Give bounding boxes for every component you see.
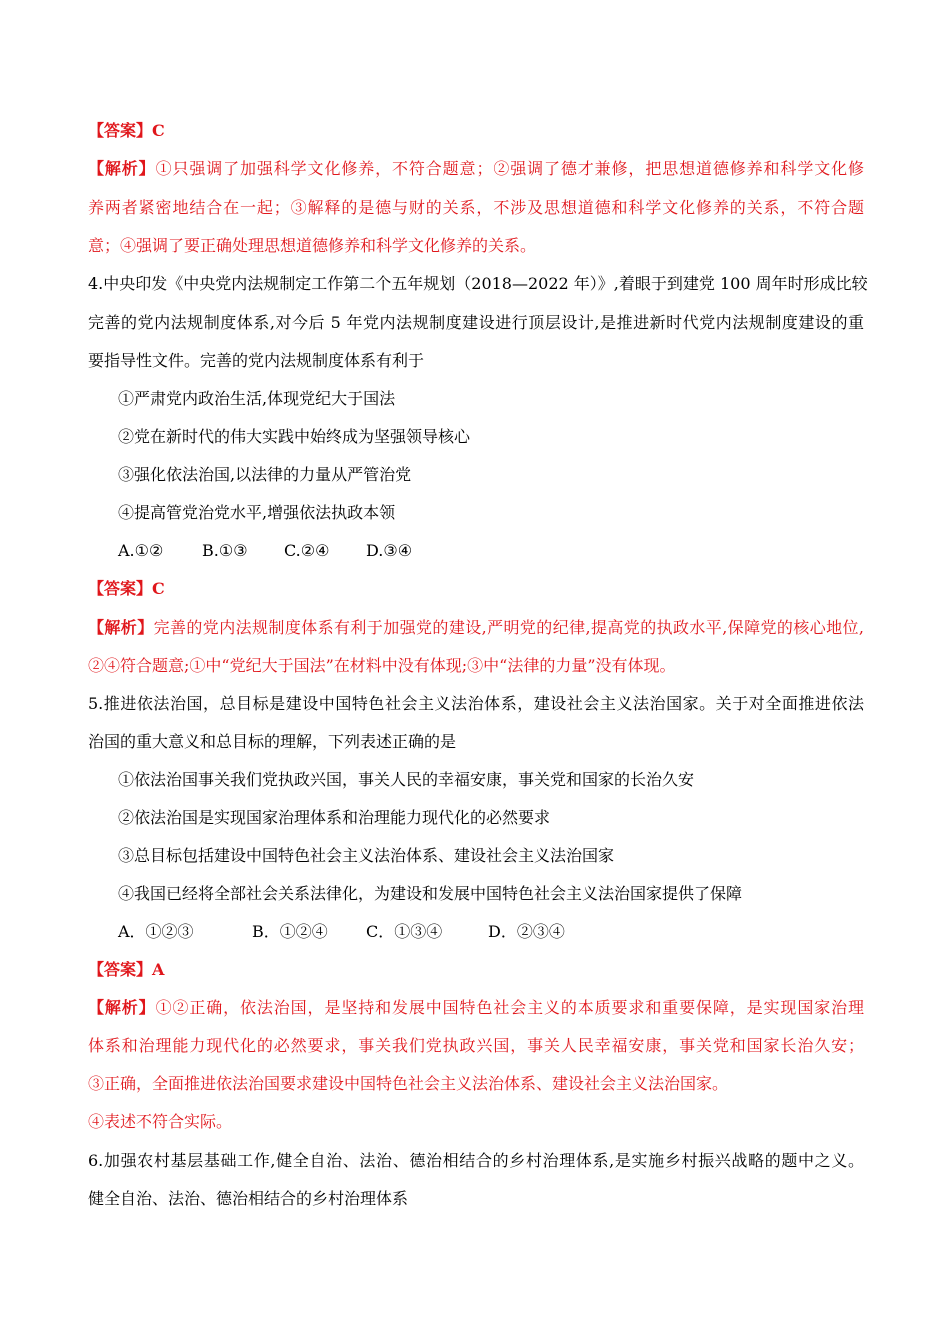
q4-analysis-line-1: 【解析】完善的党内法规制度体系有利于加强党的建设,严明党的纪律,提高党的执政水平,保障党的核心地位, <box>88 618 864 637</box>
analysis-label: 【解析】 <box>88 159 156 178</box>
q6-stem-line-1: 6.加强农村基层基础工作,健全自治、法治、德治相结合的乡村治理体系,是实施乡村振兴战略的题中之义。 <box>88 1151 864 1170</box>
q4-option-d: D.③④ <box>366 541 413 560</box>
q4-item-1: ①严肃党内政治生活,体现党纪大于国法 <box>118 389 396 408</box>
q5-option-b: B．①②④ <box>252 922 328 941</box>
q3-answer <box>88 121 864 143</box>
q5-item-2: ②依法治国是实现国家治理体系和治理能力现代化的必然要求 <box>118 808 551 827</box>
answer-value: C <box>152 579 165 598</box>
q3-analysis-line-2: 养两者紧密地结合在一起；③解释的是德与财的关系，不涉及思想道德和科学文化修养的关系，不符合题 <box>88 198 864 217</box>
q5-item-1: ①依法治国事关我们党执政兴国，事关人民的幸福安康，事关党和国家的长治久安 <box>118 770 695 789</box>
analysis-label: 【解析】 <box>88 998 156 1017</box>
q5-analysis-line-3: ③正确，全面推进依法治国要求建设中国特色社会主义法治体系、建设社会主义法治国家。 <box>88 1074 729 1093</box>
q4-options <box>118 541 894 563</box>
q3-analysis-line-3: 意；④强调了要正确处理思想道德修养和科学文化修养的关系。 <box>88 236 537 255</box>
q5-answer <box>88 960 864 982</box>
q5-options <box>118 922 894 944</box>
q5-option-c: C．①③④ <box>366 922 443 941</box>
answer-value: A <box>152 960 165 979</box>
q4-item-3: ③强化依法治国,以法律的力量从严管治党 <box>118 465 412 484</box>
q3-analysis-line-1: 【解析】①只强调了加强科学文化修养，不符合题意；②强调了德才兼修，把思想道德修养和科学文化修 <box>88 159 864 178</box>
q6-stem-line-2: 健全自治、法治、德治相结合的乡村治理体系 <box>88 1189 409 1208</box>
q5-stem-line-2: 治国的重大意义和总目标的理解，下列表述正确的是 <box>88 732 457 751</box>
q4-analysis-line-2: ②④符合题意;①中“党纪大于国法”在材料中没有体现;③中“法律的力量”没有体现。 <box>88 656 676 675</box>
q4-option-a: A.①② <box>118 541 164 560</box>
q5-analysis-line-2: 体系和治理能力现代化的必然要求，事关我们党执政兴国，事关人民幸福安康，事关党和国家长治久安； <box>88 1036 864 1055</box>
q5-item-3: ③总目标包括建设中国特色社会主义法治体系、建设社会主义法治国家 <box>118 846 615 865</box>
q4-option-c: C.②④ <box>284 541 330 560</box>
q4-item-2: ②党在新时代的伟大实践中始终成为坚强领导核心 <box>118 427 471 446</box>
q5-option-d: D．②③④ <box>488 922 565 941</box>
q4-stem-line-1: 4.中央印发《中央党内法规制定工作第二个五年规划（2018—2022 年）》,着眼于到建党 100 周年时形成比较 <box>88 274 868 293</box>
answer-label: 【答案】 <box>88 960 153 979</box>
answer-label: 【答案】 <box>88 121 153 140</box>
q5-analysis-line-4: ④表述不符合实际。 <box>88 1112 233 1131</box>
answer-value: C <box>152 121 165 140</box>
analysis-label: 【解析】 <box>88 618 154 637</box>
q5-stem-line-1: 5.推进依法治国，总目标是建设中国特色社会主义法治体系，建设社会主义法治国家。关于对全面推进依法 <box>88 694 864 713</box>
answer-label: 【答案】 <box>88 579 153 598</box>
q5-option-a: A．①②③ <box>118 922 194 941</box>
q4-item-4: ④提高管党治党水平,增强依法执政本领 <box>118 503 396 522</box>
q4-stem-line-2: 完善的党内法规制度体系,对今后 5 年党内法规制度建设进行顶层设计,是推进新时代党内法规制度建设的重 <box>88 313 864 332</box>
q4-answer <box>88 579 864 601</box>
q5-item-4: ④我国已经将全部社会关系法律化，为建设和发展中国特色社会主义法治国家提供了保障 <box>118 884 743 903</box>
q5-analysis-line-1: 【解析】①②正确，依法治国，是坚持和发展中国特色社会主义的本质要求和重要保障，是实现国家治理 <box>88 998 864 1017</box>
q4-option-b: B.①③ <box>202 541 248 560</box>
q4-stem-line-3: 要指导性文件。完善的党内法规制度体系有利于 <box>88 351 425 370</box>
